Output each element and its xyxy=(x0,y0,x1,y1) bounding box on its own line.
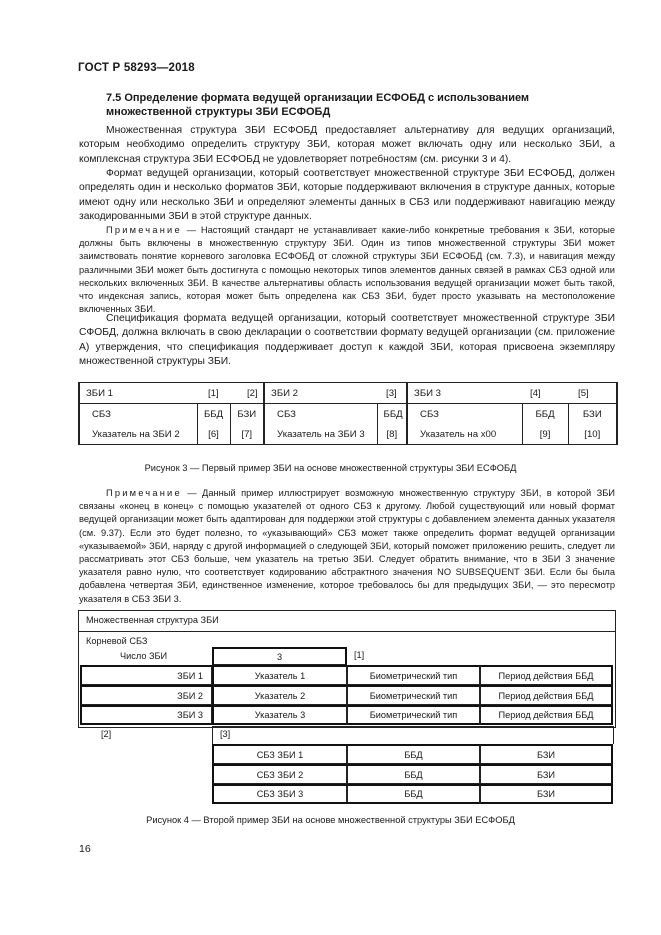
validity-period-cell: Период действия ББД xyxy=(480,705,613,725)
note-2 xyxy=(79,487,615,606)
zbi-3-bzi: БЗИ xyxy=(568,404,617,425)
paragraph-2: Формат ведущей организации, который соответствует множественной структуре ЗБИ ЕСФОБД, должен определять один и несколько форматов ЗБИ, которые поддерживают включения в структуре данных, которые имеют одну или несколько ЗБИ и определяют элементы данных в СБЗ или поддерживают навигацию между закодированными ЗБИ в этой структуре данных. xyxy=(79,168,615,222)
zbi-3-ref-10: [10] xyxy=(568,424,617,445)
page-number: 16 xyxy=(79,843,91,855)
zbi-3-pointer: Указатель на х00 xyxy=(407,424,522,445)
section-title-line-2: множественной структуры ЗБИ ЕСФОБД xyxy=(106,106,331,118)
paragraph-3: Спецификация формата ведущей организации, который соответствует множественной структуре ЗБИ СФОБД, должна включать в свою декларации о соответствии формату ведущей организации (см. приложение А) утверждения, что спецификация поддерживает доступ к каждой ЗБИ, которая присвоена экземпляру множественной структуры ЗБИ. xyxy=(79,313,615,367)
section-title-line-1: 7.5 Определение формата ведущей организации ЕСФОБД с использованием xyxy=(106,92,530,104)
zbi-1-ref-7: [7] xyxy=(230,424,264,445)
figure-4-title: Множественная структура ЗБИ xyxy=(86,615,219,625)
zbi-1-bbd: ББД xyxy=(197,404,230,425)
zbi-1-header: ЗБИ 1 [1] [2] xyxy=(79,383,264,404)
zbi-1-pointer: Указатель на ЗБИ 2 xyxy=(79,424,197,445)
sbz-bbd-cell: ББД xyxy=(347,764,480,784)
ref-3: [3] xyxy=(220,729,231,739)
figure-4-caption: Рисунок 4 — Второй пример ЗБИ на основе множественной структуры ЗБИ ЕСФОБД xyxy=(146,815,515,825)
zbi-row-label: ЗБИ 1 xyxy=(80,665,212,685)
sbz-name-cell: СБЗ ЗБИ 2 xyxy=(212,764,347,784)
section-title xyxy=(106,91,626,119)
pointer-cell: Указатель 2 xyxy=(212,685,347,705)
count-value-cell: 3 xyxy=(212,647,347,665)
zbi-row-label: ЗБИ 2 xyxy=(80,685,212,705)
biometric-type-cell: Биометрический тип xyxy=(347,685,480,705)
zbi-3-ref-9: [9] xyxy=(522,424,568,445)
root-sbz-label: Корневой СБЗ xyxy=(86,636,148,646)
zbi-row-label: ЗБИ 3 xyxy=(80,705,212,725)
zbi-3-bbd: ББД xyxy=(522,404,568,425)
note-1-label: Примечание xyxy=(106,225,182,235)
zbi-2-ref-8: [8] xyxy=(377,424,407,445)
zbi-3-header: ЗБИ 3 [4] [5] xyxy=(407,383,617,404)
validity-period-cell: Период действия ББД xyxy=(480,685,613,705)
sbz-bbd-cell: ББД xyxy=(347,744,480,764)
count-label: Число ЗБИ xyxy=(120,651,168,661)
ref-2: [2] xyxy=(101,729,112,739)
zbi-2-bbd: ББД xyxy=(377,404,407,425)
ref-1: [1] xyxy=(354,650,365,660)
validity-period-cell: Период действия ББД xyxy=(480,665,613,685)
sbz-name-cell: СБЗ ЗБИ 1 xyxy=(212,744,347,764)
note-1-text: — Настоящий стандарт не устанавливает какие-либо конкретные требования к ЗБИ, которые должны быть включены в множественную структуру ЗБИ. Один из типов множественной структуры ЗБИ может заимствовать понятие корневого заголовка ЕСФОБД от сложной структуры ЗБИ ЕСФОБД (см. 7.3), и навигация между различными ЗБИ может быть достигнута с помощью некоторых типов элементов данных связей в рамках СБЗ одной или нескольких включенных ЗБИ. В качестве альтернативы область использования ведущей организации может быть такой, что индексная запись, которая может быть определена как СБЗ ЗБИ, будет просто указывать на местоположение включенных ЗБИ. xyxy=(79,225,615,315)
pointer-cell: Указатель 1 xyxy=(212,665,347,685)
biometric-type-cell: Биометрический тип xyxy=(347,705,480,725)
zbi-3-sbz: СБЗ xyxy=(407,404,522,425)
pointer-cell: Указатель 3 xyxy=(212,705,347,725)
sbz-bbd-cell: ББД xyxy=(347,784,480,804)
zbi-1-sbz: СБЗ xyxy=(79,404,197,425)
zbi-2-header: ЗБИ 2 [3] xyxy=(264,383,407,404)
document-header: ГОСТ Р 58293—2018 xyxy=(78,62,195,74)
zbi-1-ref-6: [6] xyxy=(197,424,230,445)
sbz-bzi-cell: БЗИ xyxy=(480,744,613,764)
sbz-header-row xyxy=(212,726,614,744)
note-2-text: — Данный пример иллюстрирует возможную множественную структуру ЗБИ, в которой ЗБИ связаны «конец в конец» с помощью указателей от одного СБЗ к другому. Любой существующий или новый формат ведущей организации может быть адаптирован для поддержки этой структуры с добавлением элемента данных указателя (см. 9.37). Если это будет полезно, то «указывающий» СБЗ может также определить формат ведущей организации «указываемой» ЗБИ, наряду с другой информацией о следующей ЗБИ, который поможет приложению решить, следует ли рассматривать этот СБЗ больше, чем указатель на третью ЗБИ. Следует обратить внимание, что в ЗБИ 3 значение указателя равно нулю, что соответствует кодированию абстрактного значения NO SUBSEQUENT ЗБИ. Если бы была добавлена четвертая ЗБИ, единственное изменение, которое требовалось бы для предыдущих ЗБИ, — это пересмотр указателя в СБЗ ЗБИ 3. xyxy=(79,488,615,604)
zbi-2-sbz: СБЗ xyxy=(264,404,377,425)
sbz-bzi-cell: БЗИ xyxy=(480,764,613,784)
note-2-label: Примечание xyxy=(106,488,182,498)
paragraph-1: Множественная структура ЗБИ ЕСФОБД предоставляет альтернативу для ведущих организаций, которым необходимо определить структуру ЗБИ, которая может включать одну или несколько ЗБИ, а комплексная структура ЗБИ ЕСФОБД не удовлетворяет потребностям (см. рисунки 3 и 4). xyxy=(79,125,615,165)
figure-3-diagram xyxy=(78,382,618,445)
sbz-name-cell: СБЗ ЗБИ 3 xyxy=(212,784,347,804)
biometric-type-cell: Биометрический тип xyxy=(347,665,480,685)
figure-3-caption: Рисунок 3 — Первый пример ЗБИ на основе множественной структуры ЗБИ ЕСФОБД xyxy=(144,463,517,473)
sbz-bzi-cell: БЗИ xyxy=(480,784,613,804)
zbi-1-bzi: БЗИ xyxy=(230,404,264,425)
note-1 xyxy=(79,224,615,316)
zbi-2-pointer: Указатель на ЗБИ 3 xyxy=(264,424,377,445)
